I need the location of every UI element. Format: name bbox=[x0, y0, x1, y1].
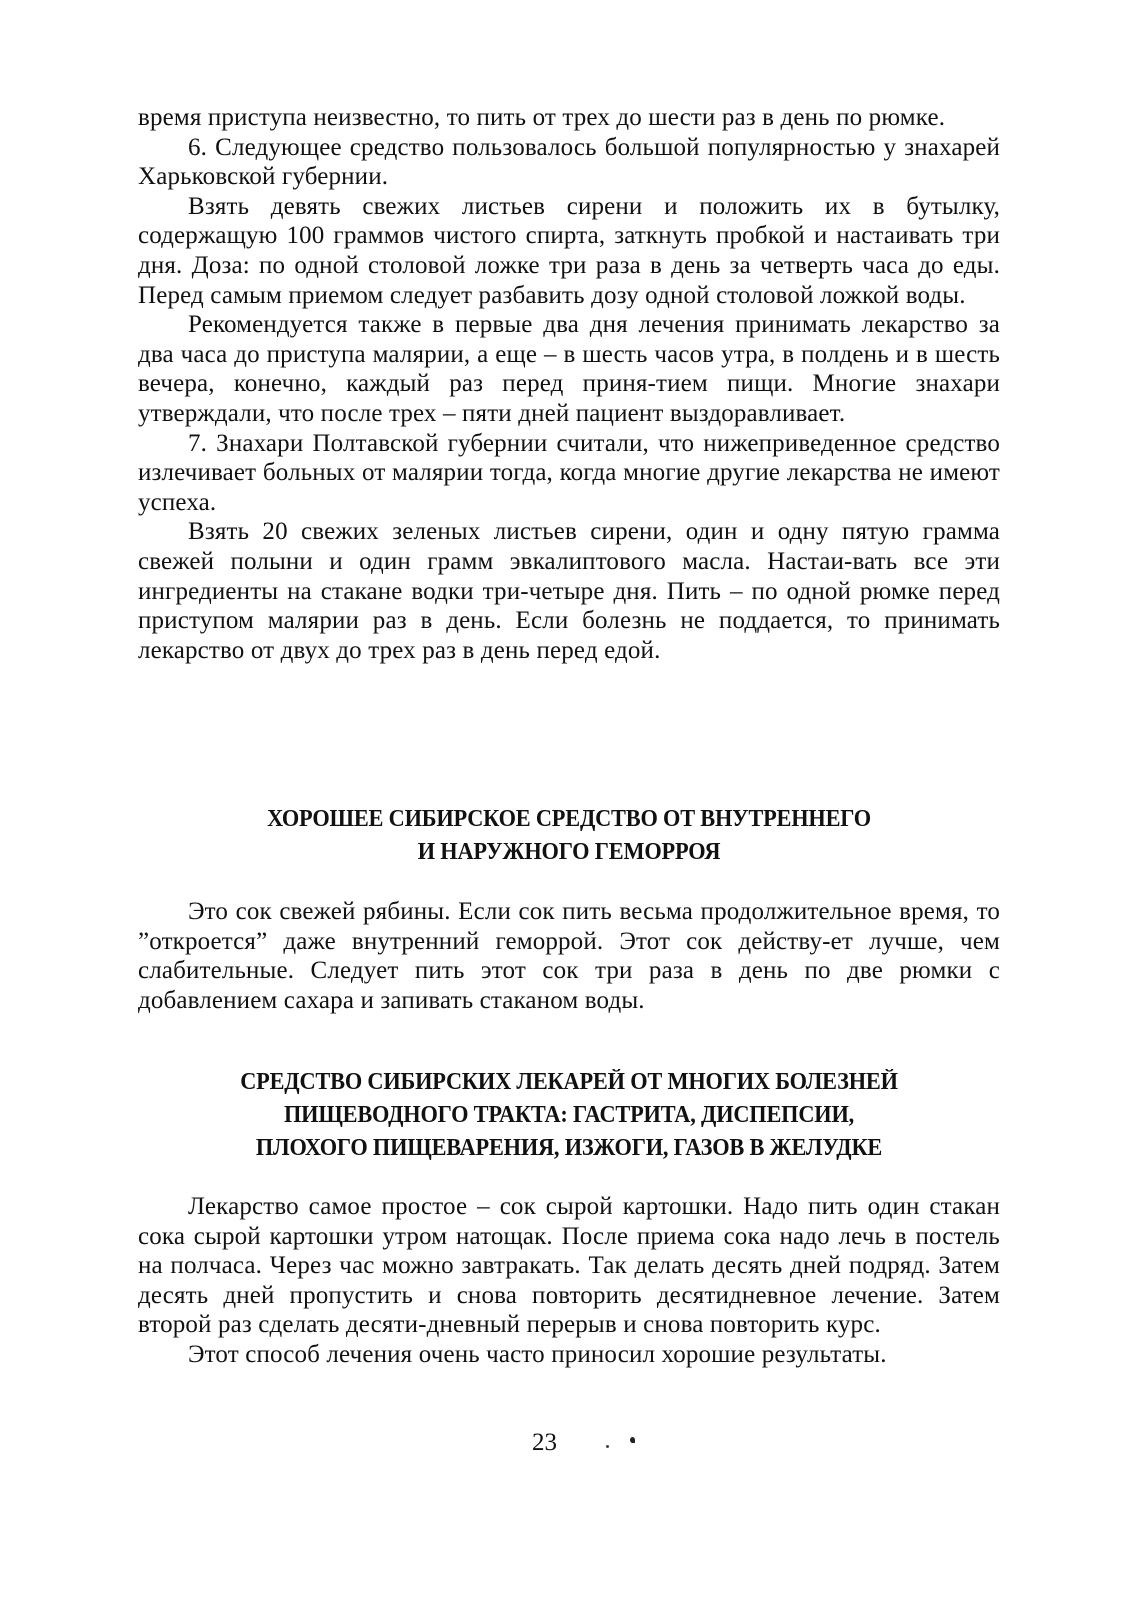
paragraph-remedy-6-schedule: Рекомендуется также в первые два дня лечения принимать лекарство за два часа до приступа малярии, а еще – в шесть часов утра, в полдень и в шесть вечера, конечно, каждый раз перед приня-тием пищи. Многие знахари утверждали, что после трех – пяти дней пациент выздоравливает. bbox=[138, 311, 1000, 427]
paragraph-remedy-7-recipe: Взять 20 свежих зеленых листьев сирени, один и одну пятую грамма свежей полыни и один грамм эвкалиптового масла. Настаи-вать все эти ингредиенты на стакане водки три-четыре дня. Пить – по одной рюмке перед приступом малярии раз в день. Если болезнь не поддается, то принимать лекарство от двух до трех раз в день перед едой. bbox=[138, 518, 1000, 664]
scan-artifact-dot bbox=[606, 1445, 609, 1448]
paragraph-results: Этот способ лечения очень часто приносил хорошие результаты. bbox=[188, 1340, 887, 1368]
heading-line: ХОРОШЕЕ СИБИРСКОЕ СРЕДСТВО ОТ ВНУТРЕННЕГО bbox=[267, 806, 871, 832]
scan-artifact-speck bbox=[630, 1437, 635, 1443]
paragraph-rowan-juice: Это сок свежей рябины. Если сок пить весьма продолжительное время, то ”откроется” даже внутренний геморрой. Этот сок действу-ет лучше, чем слабительные. Следует пить этот сок три раза в день по две рюмки с добавлением сахара и запивать стаканом воды. bbox=[138, 898, 1000, 1014]
section-heading-hemorrhoids bbox=[168, 803, 970, 869]
section-body-hemorrhoids bbox=[138, 897, 1000, 1015]
section-body-digestive-tract bbox=[138, 1192, 1000, 1370]
paragraph-remedy-7-intro: 7. Знахари Полтавской губернии считали, что нижеприведенное средство излечивает больных от малярии тогда, когда многие другие лекарства не имеют успеха. bbox=[138, 429, 1000, 516]
section-heading-digestive-tract bbox=[168, 1066, 970, 1165]
page-number: 23 bbox=[532, 1429, 557, 1456]
heading-line: ПИЩЕВОДНОГО ТРАКТА: ГАСТРИТА, ДИСПЕПСИИ, bbox=[283, 1102, 855, 1128]
paragraph-remedy-6-intro: 6. Следующее средство пользовалось большой популярностью у знахарей Харьковской губернии. bbox=[138, 133, 1000, 191]
heading-line: И НАРУЖНОГО ГЕМОРРОЯ bbox=[417, 839, 721, 865]
heading-line: СРЕДСТВО СИБИРСКИХ ЛЕКАРЕЙ ОТ МНОГИХ БОЛЕЗНЕЙ bbox=[240, 1069, 898, 1095]
heading-line: ПЛОХОГО ПИЩЕВАРЕНИЯ, ИЗЖОГИ, ГАЗОВ В ЖЕЛУДКЕ bbox=[255, 1135, 883, 1161]
paragraph-potato-juice: Лекарство самое простое – сок сырой картошки. Надо пить один стакан сока сырой картошки утром натощак. После приема сока надо лечь в постель на полчаса. Через час можно завтракать. Так делать десять дней подряд. Затем десять дней пропустить и снова повторить десятидневное лечение. Затем второй раз сделать десяти-дневный перерыв и снова повторить курс. bbox=[138, 1193, 1000, 1339]
paragraph-remedy-6-recipe: Взять девять свежих листьев сирени и положить их в бутылку, содержащую 100 граммов чистого спирта, заткнуть пробкой и настаивать три дня. Доза: по одной столовой ложке три раза в день за четверть часа до еды. Перед самым приемом следует разбавить дозу одной столовой ложкой воды. bbox=[138, 192, 1000, 309]
paragraph-malaria-dose-continued: время приступа неизвестно, то пить от трех до шести раз в день по рюмке. bbox=[138, 104, 946, 131]
top-text-block bbox=[138, 103, 1000, 665]
